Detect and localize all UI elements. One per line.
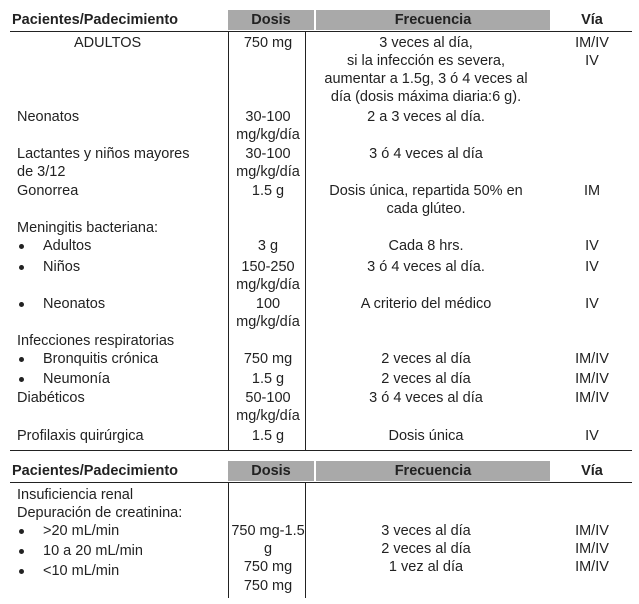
bullet-icon (19, 357, 24, 362)
header-dose: Dosis (228, 461, 314, 481)
row-renal-1-patient: >20 mL/min (43, 523, 120, 539)
row-renal-1-route: IM/IV (575, 523, 609, 539)
row-meningitis-neonatos-dose-1: 100 (255, 296, 281, 312)
row-meningitis-ninos-dose-1: 150-250 (241, 259, 295, 275)
row-adultos-freq-1: 3 veces al día, (379, 35, 473, 51)
row-gonorrea-freq-1: Dosis única, repartida 50% en (329, 183, 523, 199)
header-patient: Pacientes/Padecimiento (12, 12, 179, 28)
row-renal-2-freq: 2 veces al día (381, 541, 471, 557)
row-neumonia-freq: 2 veces al día (381, 371, 471, 387)
row-adultos-route-2: IV (585, 53, 599, 69)
row-gonorrea-dose: 1.5 g (251, 183, 285, 199)
section-renal-title-1: Insuficiencia renal (17, 487, 134, 503)
row-renal-2-patient: 10 a 20 mL/min (43, 543, 143, 559)
row-neonatos-dose-2: mg/kg/día (236, 127, 300, 143)
section-respiratorias-title: Infecciones respiratorias (17, 333, 175, 349)
row-adultos-route-1: IM/IV (575, 35, 609, 51)
row-profilaxis-route: IV (585, 428, 599, 444)
table2-divider-1 (228, 483, 229, 598)
row-meningitis-neonatos-freq: A criterio del médico (360, 296, 492, 312)
row-lactantes-patient-2: de 3/12 (17, 164, 66, 180)
row-neonatos-patient: Neonatos (17, 109, 80, 125)
header-patient: Pacientes/Padecimiento (12, 463, 179, 479)
header-dose: Dosis (228, 10, 314, 30)
row-meningitis-adultos-freq: Cada 8 hrs. (388, 238, 464, 254)
table1-top-rule (10, 31, 632, 32)
row-meningitis-neonatos-route: IV (585, 296, 599, 312)
row-gonorrea-freq-2: cada glúteo. (386, 201, 466, 217)
header-route: Vía (581, 463, 603, 479)
row-renal-1-dose-2: g (263, 541, 273, 557)
row-bronquitis-dose: 750 mg (243, 351, 293, 367)
table2-header (10, 461, 632, 481)
row-profilaxis-dose: 1.5 g (251, 428, 285, 444)
row-renal-1-dose-1: 750 mg-1.5 (231, 523, 305, 539)
row-meningitis-ninos-freq: 3 ó 4 veces al día. (367, 259, 485, 275)
row-lactantes-dose-2: mg/kg/día (236, 164, 300, 180)
bullet-icon (19, 302, 24, 307)
row-adultos-freq-2: si la infección es severa, (347, 53, 505, 69)
row-renal-3-dose: 750 mg (243, 578, 293, 594)
bullet-icon (19, 549, 24, 554)
header-frequency: Frecuencia (316, 461, 550, 481)
row-gonorrea-patient: Gonorrea (17, 183, 79, 199)
row-adultos-patient: ADULTOS (74, 35, 142, 51)
row-profilaxis-freq: Dosis única (388, 428, 464, 444)
row-neumonia-route: IM/IV (575, 371, 609, 387)
row-bronquitis-route: IM/IV (575, 351, 609, 367)
bullet-icon (19, 529, 24, 534)
row-meningitis-adultos-patient: Adultos (43, 238, 92, 254)
row-meningitis-neonatos-dose-2: mg/kg/día (236, 314, 300, 330)
row-bronquitis-patient: Bronquitis crónica (43, 351, 159, 367)
row-lactantes-patient-1: Lactantes y niños mayores (17, 146, 190, 162)
row-gonorrea-route: IM (583, 183, 601, 199)
row-meningitis-ninos-route: IV (585, 259, 599, 275)
row-meningitis-neonatos-patient: Neonatos (43, 296, 106, 312)
row-meningitis-ninos-dose-2: mg/kg/día (236, 277, 300, 293)
row-lactantes-freq: 3 ó 4 veces al día (369, 146, 483, 162)
row-adultos-freq-4: día (dosis máxima diaria:6 g). (330, 89, 522, 105)
row-renal-3-patient: <10 mL/min (43, 563, 120, 579)
table1-header (10, 10, 632, 30)
row-neumonia-dose: 1.5 g (251, 371, 285, 387)
row-diabeticos-patient: Diabéticos (17, 390, 85, 406)
row-profilaxis-patient: Profilaxis quirúrgica (17, 428, 144, 444)
row-renal-2-route: IM/IV (575, 541, 609, 557)
header-route: Vía (581, 12, 603, 28)
row-diabeticos-dose-1: 50-100 (245, 390, 291, 406)
row-neonatos-dose-1: 30-100 (245, 109, 291, 125)
row-adultos-freq-3: aumentar a 1.5g, 3 ó 4 veces al (324, 71, 528, 87)
row-renal-3-freq: 1 vez al día (388, 559, 464, 575)
row-meningitis-adultos-dose: 3 g (257, 238, 279, 254)
row-lactantes-dose-1: 30-100 (245, 146, 291, 162)
row-meningitis-adultos-route: IV (585, 238, 599, 254)
table1-divider-1 (228, 32, 229, 450)
row-renal-1-freq: 3 veces al día (381, 523, 471, 539)
row-meningitis-ninos-patient: Niños (43, 259, 81, 275)
row-bronquitis-freq: 2 veces al día (381, 351, 471, 367)
bullet-icon (19, 569, 24, 574)
row-diabeticos-freq: 3 ó 4 veces al día (369, 390, 483, 406)
row-neonatos-freq: 2 a 3 veces al día. (367, 109, 485, 125)
row-neumonia-patient: Neumonía (43, 371, 110, 387)
section-renal-title-2: Depuración de creatinina: (17, 505, 183, 521)
row-renal-2-dose: 750 mg (243, 559, 293, 575)
bullet-icon (19, 244, 24, 249)
table2-top-rule (10, 482, 632, 483)
bullet-icon (19, 265, 24, 270)
bullet-icon (19, 377, 24, 382)
section-meningitis-title: Meningitis bacteriana: (17, 220, 159, 236)
row-adultos-dose: 750 mg (243, 35, 293, 51)
header-frequency: Frecuencia (316, 10, 550, 30)
row-renal-3-route: IM/IV (575, 559, 609, 575)
table1-bottom-rule (10, 450, 632, 451)
row-diabeticos-dose-2: mg/kg/día (236, 408, 300, 424)
row-diabeticos-route: IM/IV (575, 390, 609, 406)
